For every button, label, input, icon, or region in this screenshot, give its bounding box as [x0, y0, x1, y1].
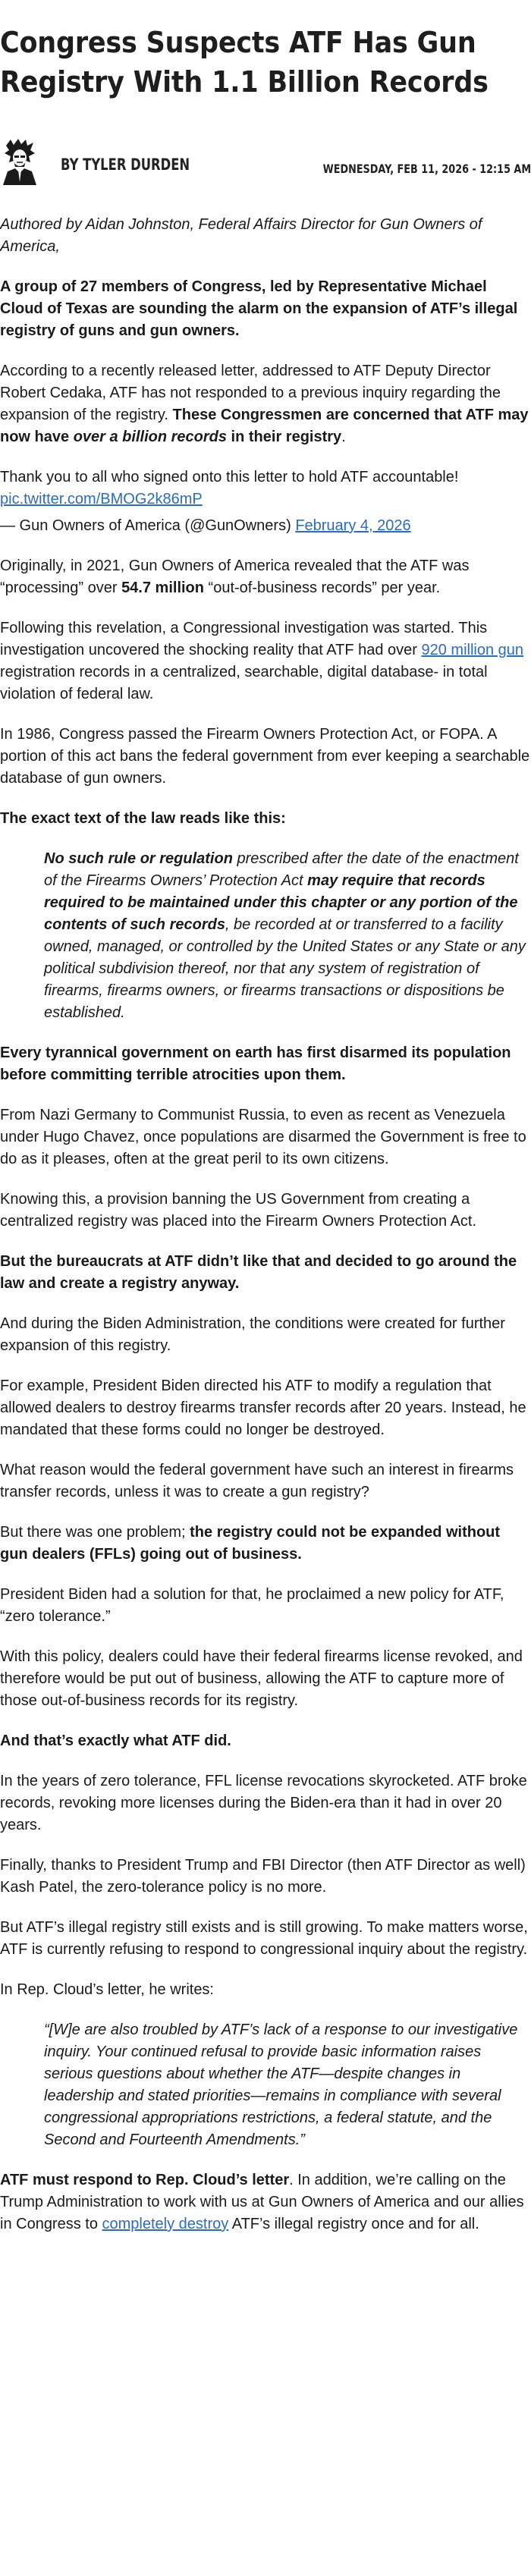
publish-date: WEDNESDAY, FEB 11, 2026 - 12:15 AM: [322, 161, 531, 176]
paragraph-revocations: In the years of zero tolerance, FFL license revocations skyrocketed. ATF broke records, revoking more licenses during the Biden-era than it had in over 20 years.: [0, 1773, 527, 1833]
author-name[interactable]: BY TYLER DURDEN: [61, 156, 190, 174]
article-body: [0, 214, 531, 2235]
paragraph-cloud-letter: In Rep. Cloud’s letter, he writes:: [0, 1981, 214, 1998]
paragraph-2021: Originally, in 2021, Gun Owners of America revealed that the ATF was “processing” over 54.7 million “out-of-business records” per year.: [0, 558, 470, 596]
tweet-attribution: — Gun Owners of America (@GunOwners) February 4, 2026: [0, 517, 411, 534]
byline: [0, 138, 531, 185]
paragraph-conclusion: ATF must respond to Rep. Cloud’s letter. In addition, we’re calling on the Trump Administration to work with us at Gun Owners of America and our allies in Congress to completely destroy ATF’s illegal registry once and for all.: [0, 2172, 524, 2232]
cloud-quote: “[W]e are also troubled by ATF’s lack of a response to our investigative inquiry. Your continued refusal to provide basic information raises serious questions about whether the ATF—despite changes in leadership and stated priorities—remains in compliance with several congressional appropriations restrictions, a federal statute, and the Second and Fourteenth Amendments.”: [44, 2022, 518, 2148]
paragraph-law-intro: The exact text of the law reads like this:: [0, 810, 286, 827]
paragraph-policy: With this policy, dealers could have their federal firearms license revoked, and therefore would be put out of business, allowing the ATF to capture more of those out-of-business records for its registry.: [0, 1648, 523, 1709]
paragraph-problem: But there was one problem; the registry could not be expanded without gun dealers (FFLs) going out of business.: [0, 1524, 501, 1563]
tweet-image-link[interactable]: pic.twitter.com/BMOG2k86mP: [0, 491, 203, 507]
paragraph-tyranny: Every tyrannical government on earth has first disarmed its population before committing terrible atrocities upon them.: [0, 1045, 511, 1083]
paragraph-biden-admin: And during the Biden Administration, the conditions were created for further expansion of this registry.: [0, 1315, 505, 1354]
paragraph-investigation: Following this revelation, a Congressional investigation was started. This investigation uncovered the shocking reality that ATF had over 920 million gun registration records in a centralized, searchable, digital database- in total violation of federal law.: [0, 620, 524, 702]
paragraph-exactly: And that’s exactly what ATF did.: [0, 1733, 231, 1749]
paragraph-lead: A group of 27 members of Congress, led by Representative Michael Cloud of Texas are sounding the alarm on the expansion of ATF’s illegal registry of guns and gun owners.: [0, 278, 518, 339]
paragraph-zero-tolerance: President Biden had a solution for that, he proclaimed a new policy for ATF, “zero tolerance.”: [0, 1586, 504, 1625]
headline: Congress Suspects ATF Has Gun Registry With 1.1 Billion Records: [0, 26, 489, 99]
tweet-embed: [0, 467, 531, 537]
paragraph-history: From Nazi Germany to Communist Russia, to even as recent as Venezuela under Hugo Chavez, once populations are disarmed the Government is free to do as it pleases, often at the great peril to its own citizens.: [0, 1107, 526, 1167]
intro-author-line: Authored by Aidan Johnston, Federal Affairs Director for Gun Owners of America,: [0, 216, 482, 255]
byline-author: [0, 138, 226, 185]
paragraph-letter: According to a recently released letter, addressed to ATF Deputy Director Robert Cedaka, ATF has not responded to a previous inquiry regarding the expansion of the registry. These Congressmen are concerned that ATF may now have over a billion records in their registry.: [0, 363, 529, 445]
completely-destroy-link[interactable]: completely destroy: [102, 2216, 229, 2232]
paragraph-question: What reason would the federal government have such an interest in firearms transfer records, unless it was to create a gun registry?: [0, 1462, 514, 1500]
paragraph-provision: Knowing this, a provision banning the US Government from creating a centralized registry was placed into the Firearm Owners Protection Act.: [0, 1191, 477, 1230]
paragraph-example: For example, President Biden directed his ATF to modify a regulation that allowed dealers to destroy firearms transfer records after 20 years. Instead, he mandated that these forms could no longer be destroyed.: [0, 1378, 526, 1438]
author-avatar-icon[interactable]: [0, 138, 39, 185]
920-million-link[interactable]: 920 million gun: [421, 642, 524, 658]
paragraph-still-exists: But ATF’s illegal registry still exists and is still growing. To make matters worse, ATF is currently refusing to respond to congressional inquiry about the registry.: [0, 1919, 528, 1958]
tweet-text: Thank you to all who signed onto this letter to hold ATF accountable! pic.twitter.com/BMOG2k86mP: [0, 469, 459, 507]
paragraph-trump: Finally, thanks to President Trump and FBI Director (then ATF Director as well) Kash Patel, the zero-tolerance policy is no more.: [0, 1857, 526, 1896]
tweet-date-link[interactable]: February 4, 2026: [295, 517, 411, 534]
paragraph-fopa: In 1986, Congress passed the Firearm Owners Protection Act, or FOPA. A portion of this act bans the federal government from ever keeping a searchable database of gun owners.: [0, 726, 530, 787]
law-quote: No such rule or regulation prescribed after the date of the enactment of the Firearms Owners’ Protection Act may require that records required to be maintained under this chapter or any portion of the contents of such records, be recorded at or transferred to a facility owned, managed, or controlled by the United States or any State or any political subdivision thereof, nor that any system of registration of firearms, firearms owners, or firearms transactions or dispositions be established.: [44, 850, 526, 1021]
paragraph-bureaucrats: But the bureaucrats at ATF didn’t like that and decided to go around the law and create a registry anyway.: [0, 1253, 517, 1292]
